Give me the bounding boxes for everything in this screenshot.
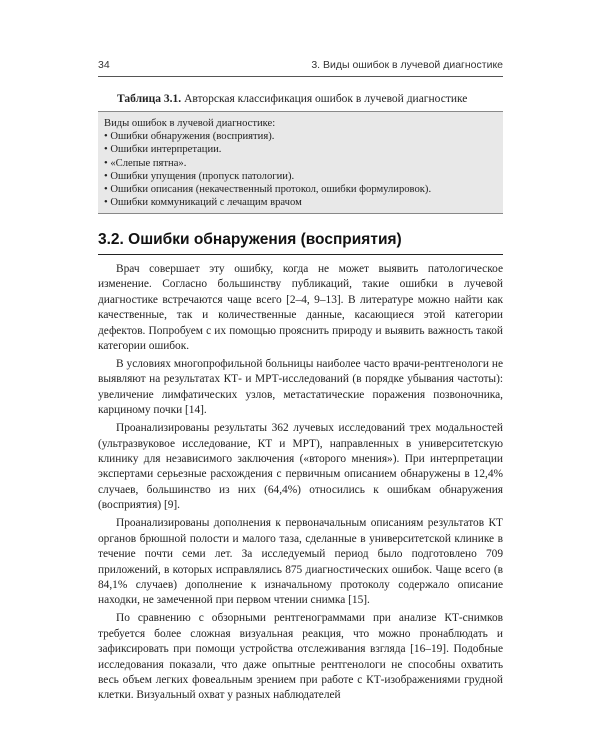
paragraph: Врач совершает эту ошибку, когда не может выявить патологическое изменение. Согласно большинству публикаций, такие ошибки в лучевой диагностике встречаются чаще всего [2–4, 9–13]. В литературе можно найти как качественные, так и количественные данные, касающиеся этой категории дефектов. Попробуем с их помощью прояснить природу и выявить важность такой категории ошибок. bbox=[98, 263, 503, 353]
paragraph: По сравнению с обзорными рентгенограммами при анализе КТ-снимков требуется более сложная визуальная реакция, что можно пронаблюдать и зафиксировать при помощи устройства отслеживания взгляда [16–19]. Подобные исследования показали, что даже опытные рентгенологи не способны охватить весь объем легких фовеальным зрением при работе с КТ-изображениями грудной клетки. Визуальный охват у разных наблюдателей bbox=[98, 612, 503, 702]
running-title: 3. Виды ошибок в лучевой диагностике bbox=[311, 59, 503, 71]
section-divider bbox=[98, 254, 503, 255]
section-body bbox=[98, 262, 503, 706]
table-caption-text: Авторская классификация ошибок в лучевой диагностике bbox=[181, 93, 468, 105]
list-item: • Ошибки коммуникаций с лечащим врачом bbox=[104, 196, 503, 209]
list-item: • Ошибки интерпретации. bbox=[104, 143, 503, 156]
list-item: • Ошибки обнаружения (восприятия). bbox=[104, 130, 503, 143]
table-caption-label: Таблица 3.1. bbox=[117, 93, 182, 105]
paragraph: В условиях многопрофильной больницы наиболее часто врачи-рентгенологи не выявляют на результатах КТ- и МРТ-исследований (в порядке убывания частоты): увеличение лимфатических узлов, метастатические поражения позвоночника, карциному почки [14]. bbox=[98, 358, 503, 417]
paragraph: Проанализированы результаты 362 лучевых исследований трех модальностей (ультразвуковое исследование, КТ и МРТ), направленных в университетскую клинику для независимого заключения («второго мнения»). При интерпретации экспертами серьезные расхождения с первичным описанием обнаружены в 12,4% случаев, большинство из них (64,4%) относились к ошибкам обнаружения (восприятия) [9]. bbox=[98, 422, 503, 512]
header-divider bbox=[98, 76, 503, 77]
paragraph: Проанализированы дополнения к первоначальным описаниям результатов КТ органов брюшной полости и малого таза, сделанные в университетской клинике в течение почти семи лет. За исследуемый период было подготовлено 709 приложений, в которых исправлялись 875 диагностических ошибок. Чаще всего (в 84,1% случаев) дополнение к изначальному протоколу содержало описание находки, не замеченной при первом чтении снимка [15]. bbox=[98, 517, 503, 607]
list-item: • Ошибки описания (некачественный протокол, ошибки формулировок). bbox=[104, 183, 503, 196]
table-intro: Виды ошибок в лучевой диагностике: bbox=[104, 118, 276, 129]
error-types-list bbox=[104, 130, 503, 209]
list-item: • Ошибки упущения (пропуск патологии). bbox=[104, 170, 503, 183]
classification-table bbox=[98, 111, 503, 214]
table-caption bbox=[117, 93, 497, 105]
section-heading: 3.2. Ошибки обнаружения (восприятия) bbox=[98, 231, 402, 248]
page-number: 34 bbox=[98, 59, 110, 71]
list-item: • «Слепые пятна». bbox=[104, 157, 503, 170]
